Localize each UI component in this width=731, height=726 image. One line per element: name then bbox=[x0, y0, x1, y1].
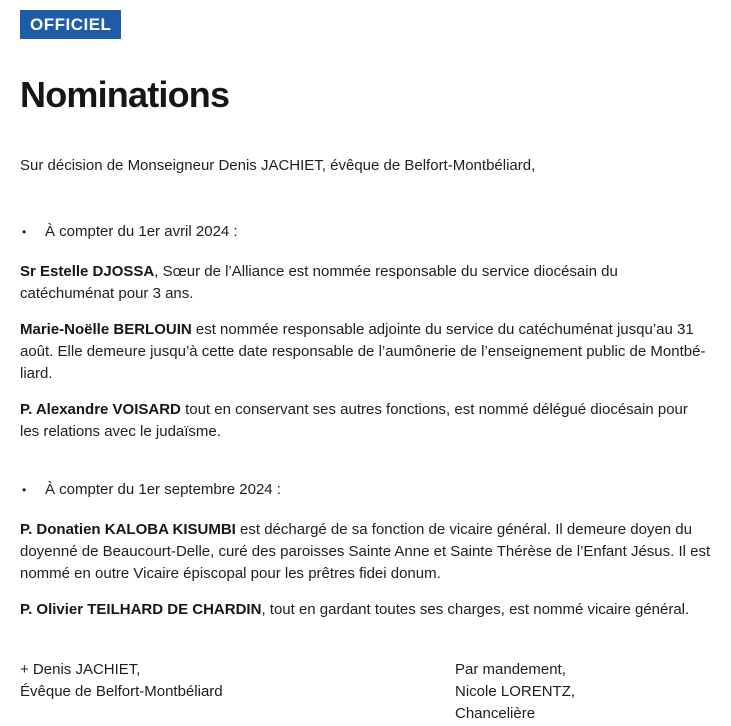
section-heading-label: À compter du 1er avril 2024 : bbox=[45, 223, 238, 240]
paragraph-text: , tout en gardant toutes ses charges, est nommé vicaire général. bbox=[261, 601, 690, 618]
nomination-paragraph bbox=[20, 261, 711, 305]
nomination-paragraph bbox=[20, 319, 711, 385]
signature-bishop bbox=[20, 659, 455, 725]
page-title: Nominations bbox=[20, 74, 230, 115]
person-name: P. Alexandre VOISARD bbox=[20, 401, 181, 418]
nomination-paragraph bbox=[20, 399, 711, 443]
paragraph-text: tout en conservant ses autres fonctions, est nommé délégué diocésain pour les relations avec le judaïsme. bbox=[20, 401, 688, 440]
signature-line: Nicole LORENTZ, bbox=[455, 683, 576, 700]
nomination-paragraph bbox=[20, 519, 711, 585]
bullet-icon: • bbox=[22, 225, 27, 239]
section-april-2024 bbox=[20, 221, 711, 443]
paragraph-text: est nommée responsable adjointe du service du catéchuménat jusqu’au 31 août. Elle demeure jusqu’à cette date responsable de l’aumônerie de l’enseignement public de Montbéliard. bbox=[20, 321, 706, 382]
officiel-badge: OFFICIEL bbox=[20, 10, 121, 39]
person-name: P. Donatien KALOBA KISUMBI bbox=[20, 521, 236, 538]
signature-line: Chancelière bbox=[455, 705, 536, 722]
signature-block bbox=[20, 659, 711, 725]
person-name: Sr Estelle DJOSSA bbox=[20, 263, 155, 280]
paragraph-text: est déchargé de sa fonction de vicaire général. Il demeure doyen du doyenné de Beaucourt-Delle, curé des paroisses Sainte Anne et Sainte Thérèse de l’Enfant Jésus. Il est nommé en outre Vicaire épiscopal pour les prêtres fidei donum. bbox=[20, 521, 711, 582]
section-september-2024 bbox=[20, 479, 711, 621]
person-name: P. Olivier TEILHARD DE CHARDIN bbox=[20, 601, 262, 618]
nomination-paragraph bbox=[20, 599, 711, 621]
section-heading bbox=[20, 479, 711, 501]
signature-chancellor bbox=[455, 659, 711, 725]
section-heading bbox=[20, 221, 711, 243]
person-name: Marie-Noëlle BERLOUIN bbox=[20, 321, 192, 338]
paragraph-text: , Sœur de l’Alliance est nommée responsable du service diocésain du catéchuménat pour 3 ans. bbox=[20, 263, 618, 302]
bullet-icon: • bbox=[22, 483, 27, 497]
signature-line: + Denis JACHIET, bbox=[20, 661, 141, 678]
intro-paragraph: Sur décision de Monseigneur Denis JACHIET, évêque de Belfort-Montbéliard, bbox=[20, 157, 536, 174]
signature-line: Évêque de Belfort-Montbéliard bbox=[20, 683, 223, 700]
signature-line: Par mandement, bbox=[455, 661, 566, 678]
section-heading-label: À compter du 1er septembre 2024 : bbox=[45, 481, 281, 498]
